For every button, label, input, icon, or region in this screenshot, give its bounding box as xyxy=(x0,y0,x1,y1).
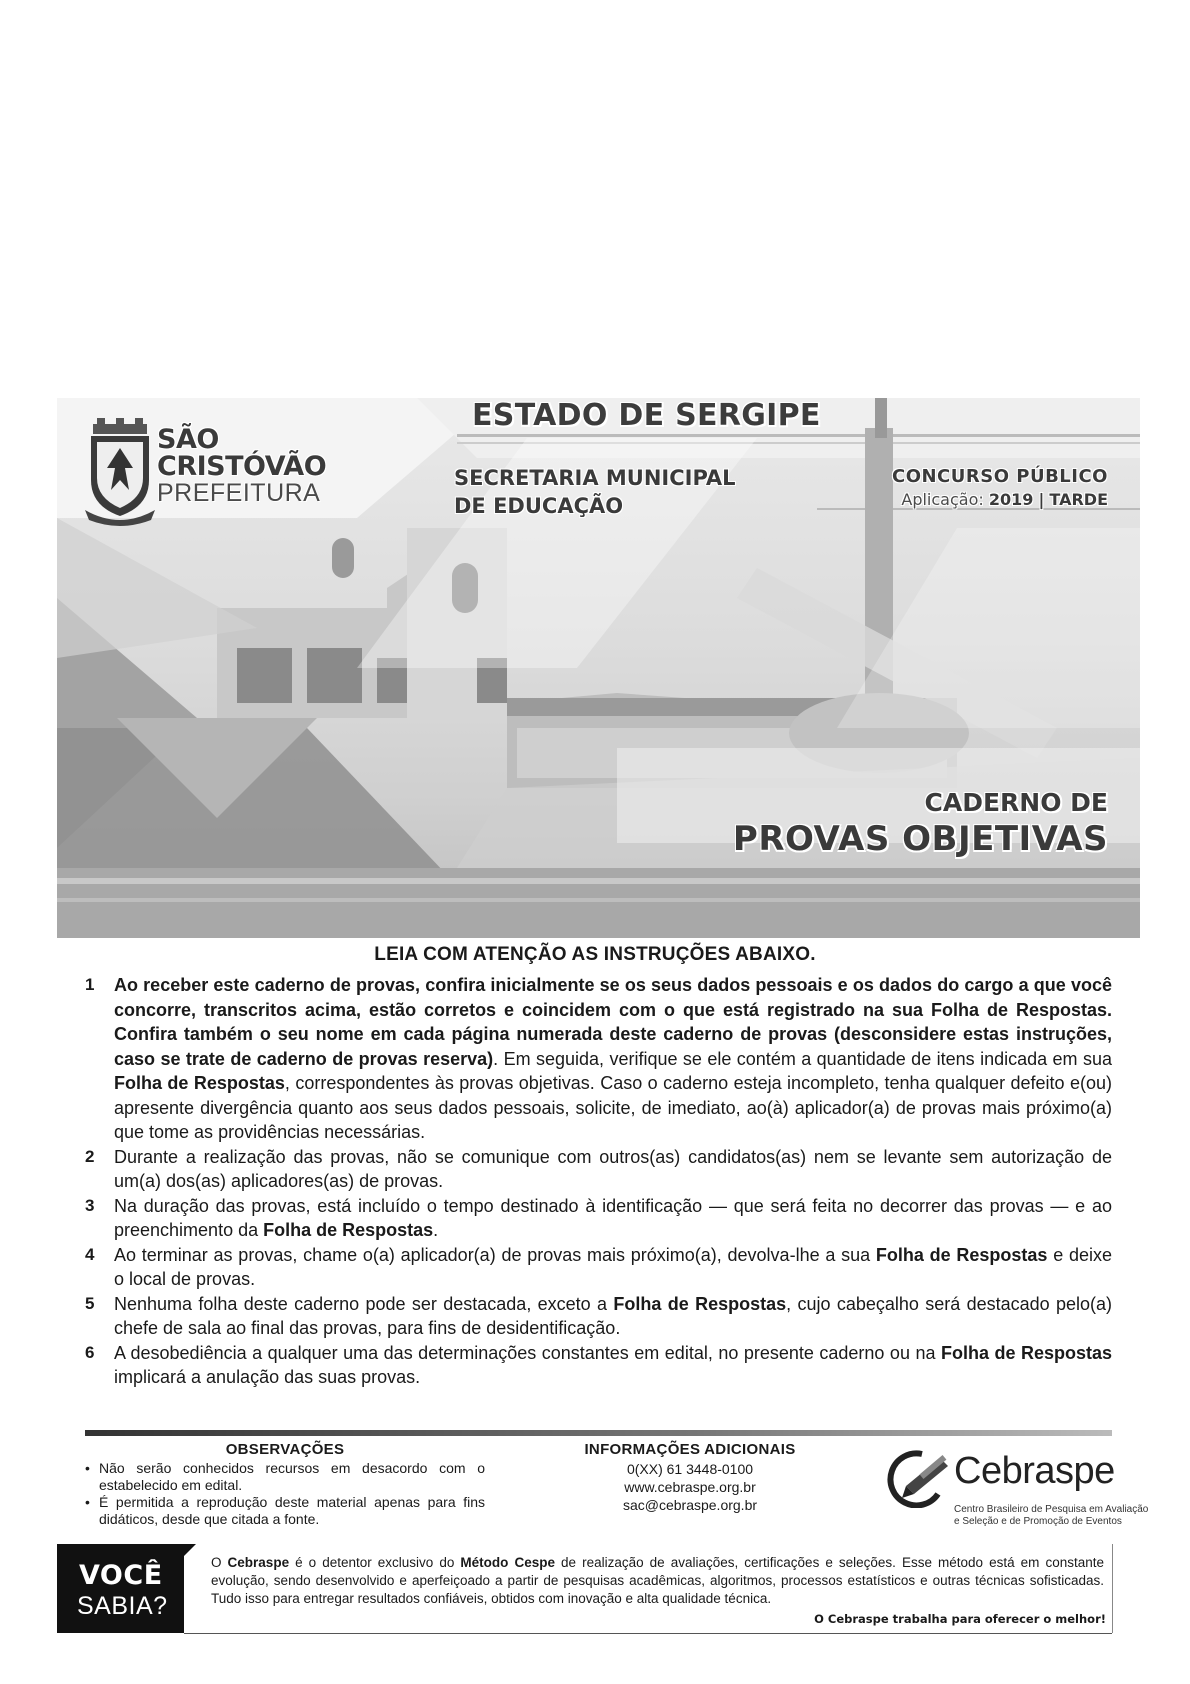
voce-text: VOCÊ xyxy=(79,1560,163,1591)
instruction-text: . Em seguida, verifique se ele contém a quantidade de itens indicada em sua xyxy=(493,1048,1112,1069)
prefeitura-logo xyxy=(157,426,326,506)
instruction-bold-text: Folha de Respostas xyxy=(114,1073,285,1093)
cover-banner xyxy=(57,398,1140,938)
observacoes-title: OBSERVAÇÕES xyxy=(225,1441,345,1458)
voce-sabia-box xyxy=(184,1544,1113,1633)
instructions-heading: LEIA COM ATENÇÃO AS INSTRUÇÕES ABAIXO. xyxy=(374,944,816,965)
informacoes-section xyxy=(560,1441,820,1514)
logo-line-prefeitura: PREFEITURA xyxy=(157,479,321,507)
sabia-bold-part: Cebraspe xyxy=(227,1555,290,1570)
secretaria-title xyxy=(454,464,736,520)
instruction-bold-text: Folha de Respostas xyxy=(263,1220,434,1240)
sabia-bold-part: Método Cespe xyxy=(460,1555,555,1570)
instruction-item-3 xyxy=(85,1194,1112,1243)
logo-line-cristovao: CRISTÓVÃO xyxy=(157,451,327,482)
concurso-info xyxy=(892,466,1108,509)
sabia-text-part: é o detentor exclusivo do xyxy=(289,1555,461,1570)
observacao-item: • É permitida a reprodução deste material apenas para fins didáticos, desde que citada a fonte. xyxy=(85,1494,485,1528)
instruction-number: 4 xyxy=(85,1244,95,1264)
instruction-item-4 xyxy=(85,1243,1112,1292)
instruction-text: , correspondentes às provas objetivas. Caso o caderno esteja incompleto, tenha qualquer defeito e(ou) apresente divergência quanto aos seus dados pessoais, solicite, de imediato, ao(à) aplicador(a) de provas mais próximo(a) que tome as providências necessárias. xyxy=(114,1073,1112,1142)
caderno-line-2: PROVAS OBJETIVAS xyxy=(732,819,1108,859)
instruction-bold-text: Ao receber este caderno de provas, confira inicialmente se os seus dados pessoais e os dados do cargo a que você concorre, transcritos acima, estão corretos e coincidem com o que está registrado na sua Folha de Respostas. Confira também o seu nome em cada página numerada deste caderno de provas (desconsidere estas instruções, caso se trate de caderno de provas reserva) xyxy=(114,975,1112,1069)
footer-divider xyxy=(85,1430,1112,1436)
instruction-bold-text: Folha de Respostas xyxy=(940,1342,1112,1363)
aplicacao-year: 2019 xyxy=(988,490,1034,509)
informacoes-title: INFORMAÇÕES ADICIONAIS xyxy=(584,1441,796,1458)
instruction-number: 3 xyxy=(85,1195,95,1215)
sabia-text-part: de realização de avaliações, certificações e seleções. Esse método está em constante evolução, sendo desenvolvido e aperfeiçoado a partir de pesquisas acadêmicas, algoritmos, processos estatísticos e outras técnicas sofisticadas. Tudo isso para entregar resultados confiáveis, obtidos com inovação e alta qualidade técnica. xyxy=(211,1555,1104,1606)
state-title: ESTADO DE SERGIPE xyxy=(472,398,821,433)
instruction-number: 1 xyxy=(85,975,95,994)
instruction-text: Nenhuma folha deste caderno pode ser destacada, exceto a xyxy=(114,1293,614,1314)
info-phone: 0(XX) 61 3448-0100 xyxy=(626,1461,754,1477)
instruction-text: Na duração das provas, está incluído o tempo destinado à identificação — que será feita no decorrer das provas — e ao preenchimento da xyxy=(114,1195,1112,1240)
instruction-item-2 xyxy=(85,1145,1112,1194)
instruction-item-6 xyxy=(85,1341,1112,1390)
logo-line-sao: SÃO xyxy=(157,424,219,455)
cebraspe-tagline-2: e Seleção e de Promoção de Eventos xyxy=(954,1516,1122,1527)
info-email-link[interactable]: sac@cebraspe.org.br xyxy=(622,1497,758,1513)
sabia-text: SABIA? xyxy=(77,1592,168,1620)
aplicacao-label: Aplicação: xyxy=(901,490,984,509)
instruction-item-1 xyxy=(85,973,1112,1145)
aplicacao-turno: TARDE xyxy=(1049,490,1108,509)
caderno-line-1: CADERNO DE xyxy=(924,788,1108,817)
cebraspe-logo xyxy=(882,1448,1149,1528)
instruction-bold-text: Folha de Respostas xyxy=(875,1244,1048,1265)
observacao-item: • Não serão conhecidos recursos em desacordo com o estabelecido em edital. xyxy=(85,1460,485,1494)
cebraspe-mark-icon xyxy=(882,1448,952,1508)
concurso-label: CONCURSO PÚBLICO xyxy=(891,466,1108,487)
instruction-item-5 xyxy=(85,1292,1112,1341)
instruction-text: , cujo cabeçalho será destacado pelo(a) chefe de sala ao final das provas, para fins de desidentificação. xyxy=(114,1293,1113,1338)
caderno-title xyxy=(733,788,1108,859)
voce-sabia-label xyxy=(57,1544,184,1633)
cebraspe-tagline-1: Centro Brasileiro de Pesquisa em Avaliação xyxy=(954,1504,1149,1515)
instruction-number: 2 xyxy=(85,1146,95,1166)
box-corner-arrow xyxy=(184,1544,196,1556)
cebraspe-tagline xyxy=(954,1504,1148,1528)
secretaria-line-1: SECRETARIA MUNICIPAL xyxy=(454,466,736,490)
cebraspe-name: Cebraspe xyxy=(954,1450,1115,1492)
instruction-text: implicará a anulação das suas provas. xyxy=(114,1367,421,1387)
instructions-list xyxy=(85,973,1112,1390)
instruction-text: Durante a realização das provas, não se comunique com outros(as) candidatos(as) nem se levante sem autorização de um(a) dos(as) aplicadores(as) de provas. xyxy=(114,1146,1112,1191)
instruction-bold-text: Folha de Respostas xyxy=(613,1293,787,1314)
instruction-text: A desobediência a qualquer uma das determinações constantes em edital, no presente caderno ou na xyxy=(114,1342,941,1363)
instruction-text: e deixe o local de provas. xyxy=(114,1244,1113,1289)
aplicacao-separator: | xyxy=(1038,490,1045,509)
voce-sabia-text xyxy=(211,1554,1104,1608)
info-website-link[interactable]: www.cebraspe.org.br xyxy=(624,1479,756,1495)
sabia-text-part: O xyxy=(211,1555,228,1570)
bottom-rule xyxy=(184,1633,1112,1634)
secretaria-line-2: DE EDUCAÇÃO xyxy=(454,494,624,518)
instruction-number: 5 xyxy=(85,1293,95,1313)
sao-cristovao-crest-icon xyxy=(85,418,155,528)
instruction-text: . xyxy=(433,1220,439,1240)
instruction-number: 6 xyxy=(85,1342,95,1362)
aplicacao-line xyxy=(892,490,1108,509)
instruction-text: Ao terminar as provas, chame o(a) aplicador(a) de provas mais próximo(a), devolva-lhe a sua xyxy=(114,1244,876,1265)
observacoes-section xyxy=(85,1441,485,1528)
cebraspe-slogan: O Cebraspe trabalha para oferecer o melhor! xyxy=(814,1612,1106,1626)
